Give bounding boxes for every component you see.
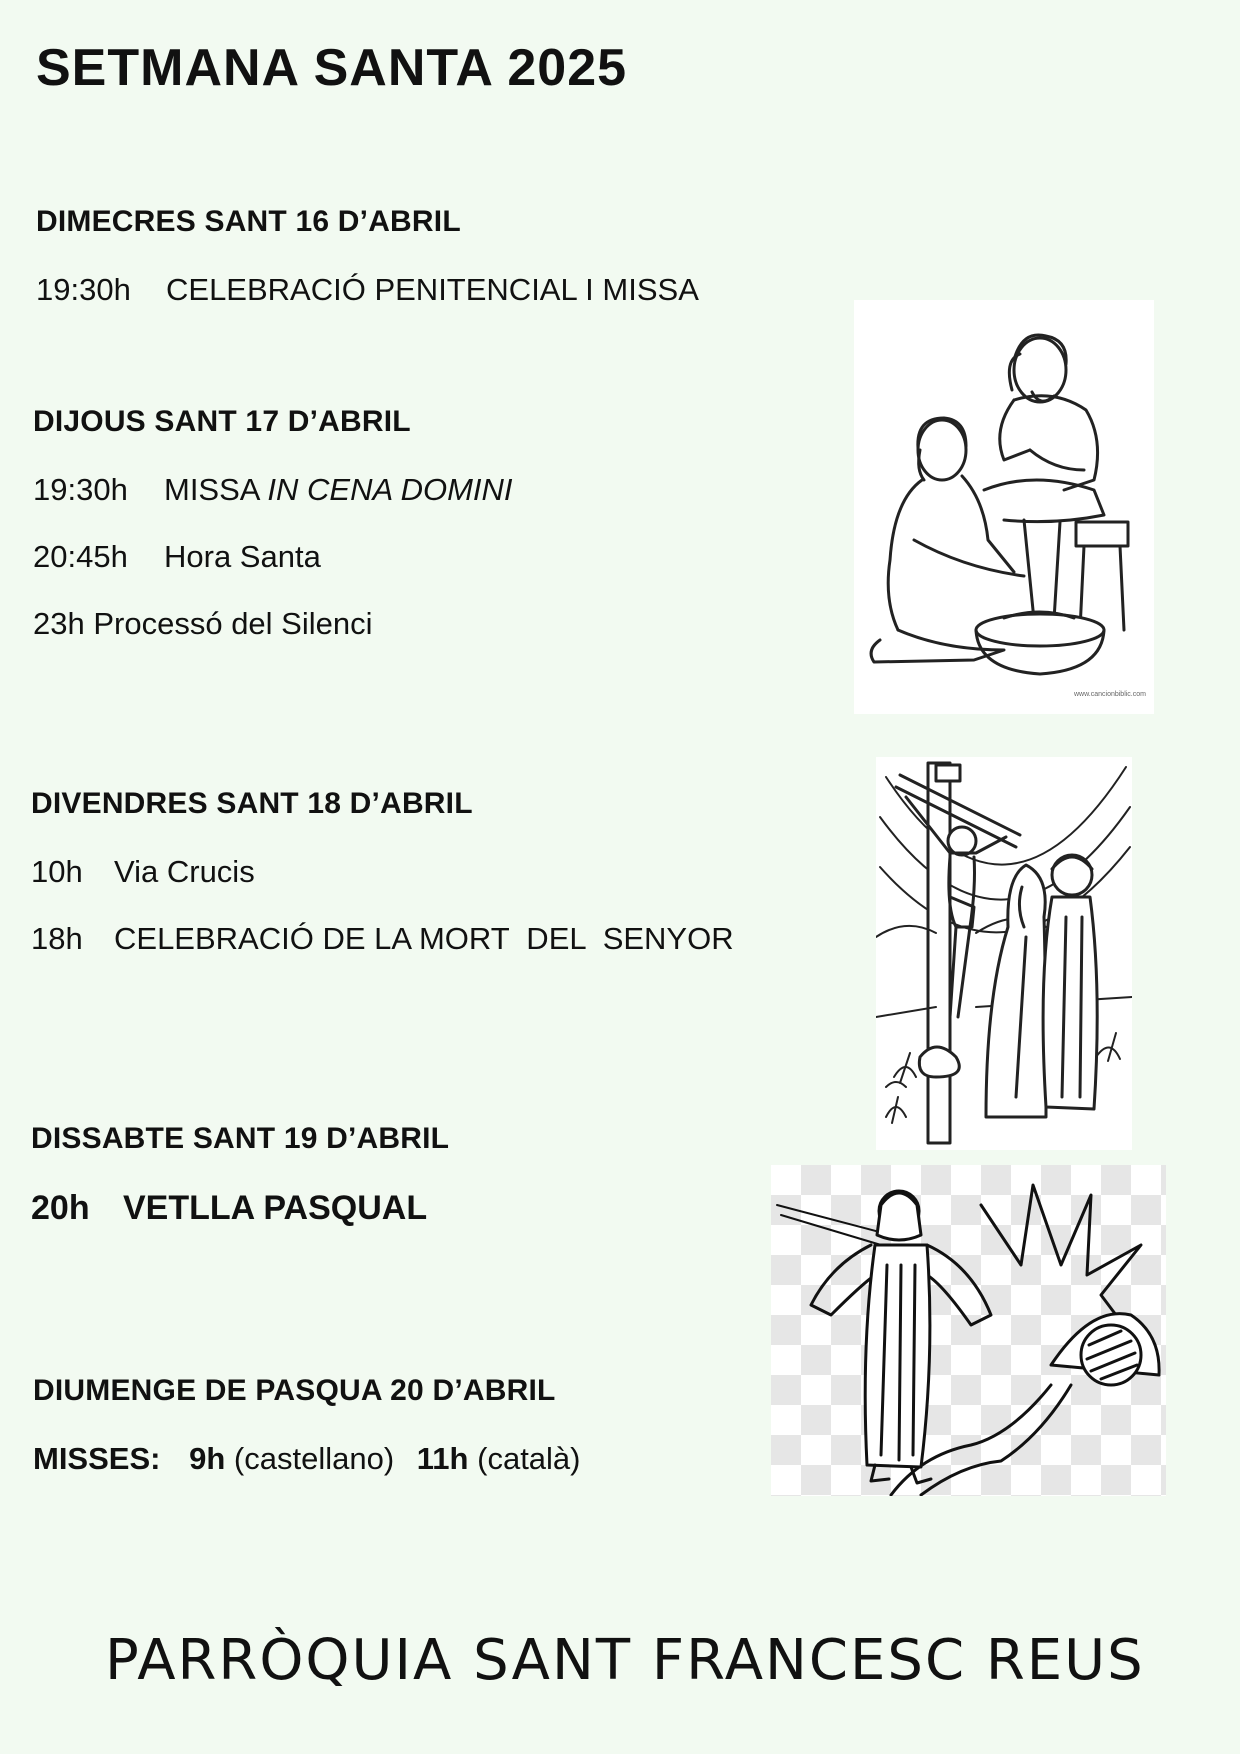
masses-label: MISSES:: [33, 1441, 161, 1476]
masses-line: [33, 1441, 581, 1477]
day-heading-wednesday: DIMECRES SANT 16 D’ABRIL: [36, 205, 461, 238]
entry-text-italic: IN CENA DOMINI: [267, 472, 513, 507]
entry-time: 20h: [31, 1189, 90, 1227]
entry-time: 19:30h: [36, 272, 131, 307]
crucifixion-drawing: [876, 757, 1132, 1150]
crucifixion-illustration: [876, 757, 1132, 1150]
mass-time-second: 11h: [416, 1441, 469, 1476]
entry-text: Hora Santa: [164, 539, 321, 574]
mass-lang-first: (castellano): [233, 1441, 395, 1476]
day-heading-sunday: DIUMENGE DE PASQUA 20 D’ABRIL: [33, 1374, 556, 1407]
day-heading-thursday: DIJOUS SANT 17 D’ABRIL: [33, 405, 411, 438]
entry-time: 19:30h: [33, 472, 128, 507]
day-heading-saturday: DISSABTE SANT 19 D’ABRIL: [31, 1122, 450, 1155]
entry-text: VETLLA PASQUAL: [123, 1189, 428, 1227]
schedule-entry: [31, 921, 734, 957]
entry-time: 23h: [33, 606, 85, 641]
schedule-entry: [31, 854, 255, 890]
entry-text: Processó del Silenci: [93, 606, 373, 641]
day-heading-friday: DIVENDRES SANT 18 D’ABRIL: [31, 787, 473, 820]
entry-text: Via Crucis: [114, 854, 255, 889]
schedule-entry: [33, 606, 373, 642]
entry-text: MISSA: [164, 472, 259, 507]
entry-time: 20:45h: [33, 539, 128, 574]
entry-time: 18h: [31, 921, 83, 956]
entry-time: 10h: [31, 854, 83, 889]
mass-lang-second: (català): [477, 1441, 581, 1476]
mass-time-first: 9h: [189, 1441, 226, 1476]
resurrection-illustration: [771, 1165, 1166, 1496]
schedule-entry: [33, 539, 321, 575]
page-title: SETMANA SANTA 2025: [36, 39, 628, 97]
entry-text: CELEBRACIÓ DE LA MORT DEL SENYOR: [114, 921, 734, 956]
resurrection-drawing: [771, 1165, 1166, 1496]
schedule-entry-highlight: [31, 1189, 427, 1228]
parish-name-footer: PARRÒQUIA SANT FRANCESC REUS: [105, 1628, 1145, 1693]
entry-text: CELEBRACIÓ PENITENCIAL I MISSA: [166, 272, 699, 307]
schedule-entry: [36, 272, 699, 308]
washing-feet-illustration: [854, 300, 1154, 714]
illustration-credit: www.cancionbiblic.com: [1074, 691, 1146, 698]
schedule-entry: [33, 472, 513, 508]
washing-feet-drawing: [854, 300, 1154, 714]
